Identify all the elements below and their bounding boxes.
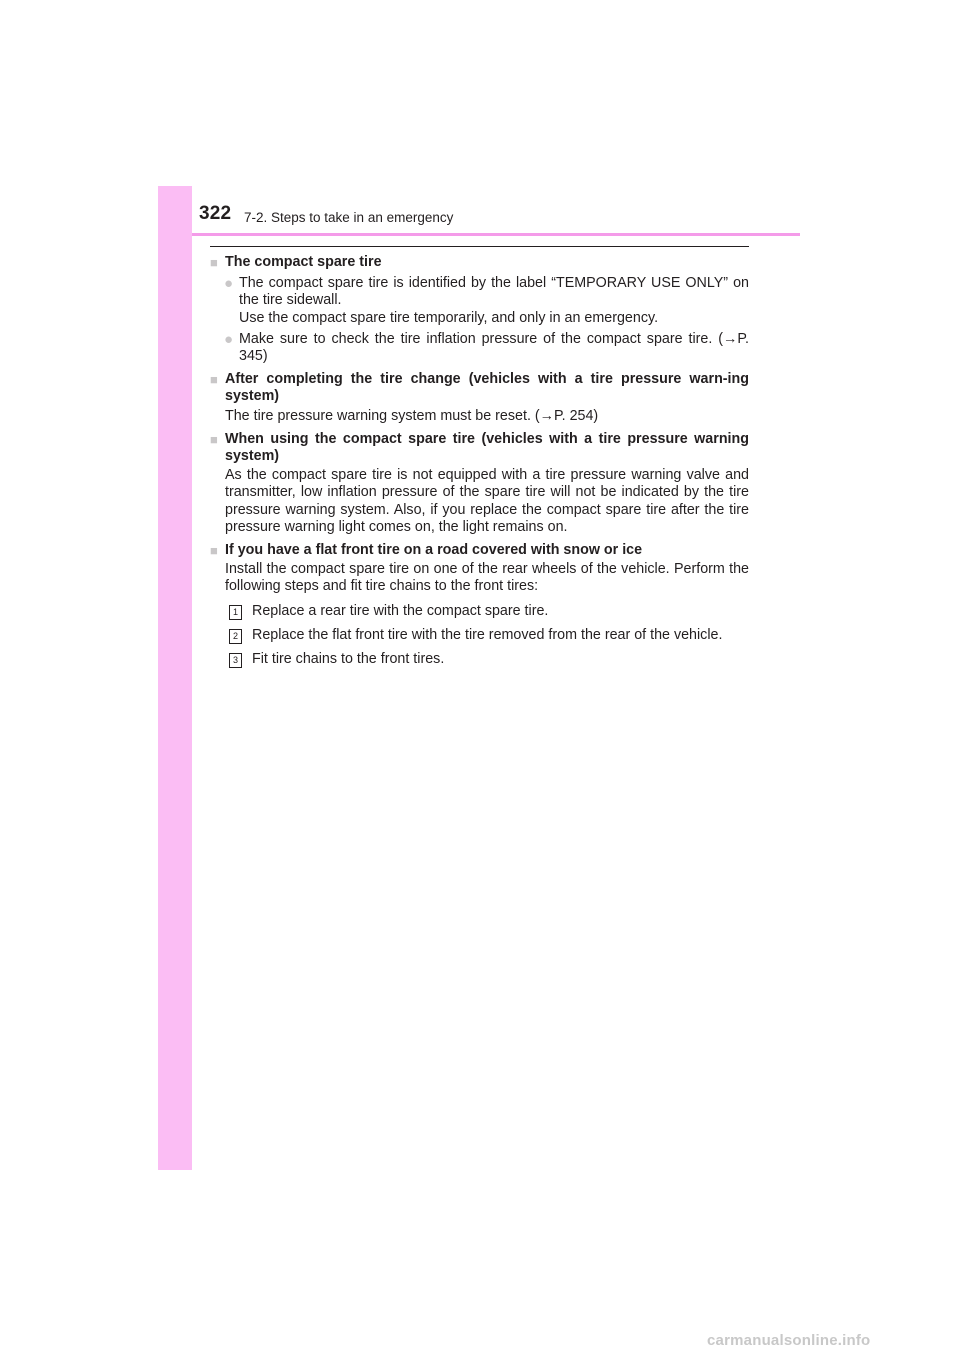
step-text: Fit tire chains to the front tires. [252, 651, 445, 668]
content-divider [210, 246, 749, 247]
step-number-box: 1 [229, 605, 242, 620]
step-item [229, 603, 749, 620]
section-heading-text: After completing the tire change (vehicles with a tire pressure warn-ing system) [225, 371, 749, 405]
page-number: 322 [199, 203, 232, 224]
watermark: carmanualsonline.info [707, 1332, 871, 1349]
bullet-text [239, 275, 749, 327]
section-using-compact-spare [210, 431, 749, 536]
section-flat-front-tire-snow [210, 542, 749, 668]
section-heading [210, 254, 749, 271]
section-heading-text: If you have a flat front tire on a road covered with snow or ice [225, 542, 643, 559]
section-body: The tire pressure warning system must be reset. (→P. 254) [225, 407, 599, 424]
section-heading-text: When using the compact spare tire (vehicles with a tire pressure warning system) [225, 430, 749, 465]
square-marker-icon: ■ [210, 255, 218, 270]
bullet-dot-icon: ● [224, 275, 234, 293]
step-text: Replace a rear tire with the compact spare tire. [252, 602, 549, 619]
section-heading [210, 542, 749, 559]
bullet-line: The compact spare tire is identified by the label “TEMPORARY USE ONLY” on the tire sidewall. [239, 275, 749, 309]
section-title: 7-2. Steps to take in an emergency [244, 210, 454, 225]
bullet-dot-icon: ● [224, 330, 234, 348]
square-marker-icon: ■ [210, 543, 218, 559]
section-body: As the compact spare tire is not equipped with a tire pressure warning valve and transmitter, low inflation pressure of the spare tire will not be indicated by the tire pressure warning system. Also, if you replace the compact spare tire after the tire pressure warning light comes on, the light remains on. [225, 467, 749, 535]
step-item [229, 627, 749, 644]
square-marker-icon: ■ [210, 372, 218, 388]
page-content [210, 254, 749, 668]
section-after-tire-change [210, 371, 749, 425]
section-body: Install the compact spare tire on one of the rear wheels of the vehicle. Perform the following steps and fit tire chains to the front tires: [225, 561, 749, 595]
square-marker-icon: ■ [210, 431, 218, 447]
step-item [229, 651, 749, 668]
bullet-line: Make sure to check the tire inflation pressure of the compact spare tire. (→P. 345) [239, 330, 749, 365]
step-number-box: 2 [229, 629, 242, 644]
section-heading [210, 371, 749, 405]
step-number-box: 3 [229, 653, 242, 668]
bullet-line: Use the compact spare tire temporarily, and only in an emergency. [239, 309, 659, 326]
section-heading-text: The compact spare tire [225, 254, 382, 270]
bullet-item [210, 331, 749, 365]
header-rule [192, 233, 800, 236]
section-heading [210, 431, 749, 465]
chapter-side-band [158, 186, 192, 1170]
bullet-text [239, 331, 749, 365]
step-text: Replace the flat front tire with the tire removed from the rear of the vehicle. [252, 626, 723, 643]
bullet-item [210, 275, 749, 327]
section-compact-spare-tire [210, 254, 749, 365]
